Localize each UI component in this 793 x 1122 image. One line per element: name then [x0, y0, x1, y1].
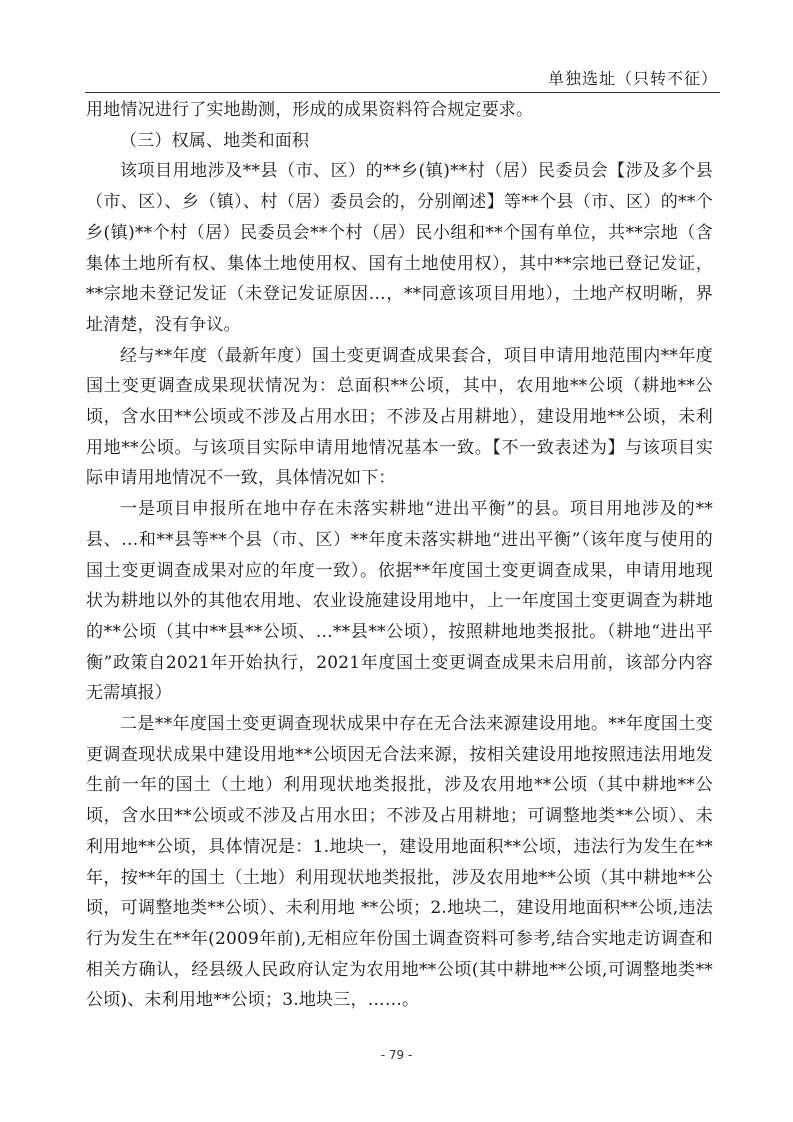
running-header: 单独选址（只转不征）: [547, 69, 718, 88]
paragraph-survey-comparison: 经与**年度（最新年度）国土变更调查成果套合，项目申请用地范围内**年度国土变更调查成果现状情况为：总面积**公顷，其中，农用地**公顷（耕地**公顷，含水田**公顷或不涉及占用水田；不涉及占用耕地），建设用地**公顷，未利用地**公顷。与该项目实际申请用地情况基本一致。【不一致表述为】与该项目实际申请用地情况不一致，具体情况如下：: [86, 345, 713, 489]
paragraph-point-one: 一是项目申报所在地中存在未落实耕地“进出平衡”的县。项目用地涉及的**县、…和**县等**个县（市、区）**年度未落实耕地“进出平衡”（该年度与使用的国土变更调查成果对应的年度一致）。依据**年度国土变更调查成果，申请用地现状为耕地以外的其他农用地、农业设施建设用地中，上一年度国土变更调查为耕地的**公顷（其中**县**公顷、…**县**公顷），按照耕地地类报批。（耕地“进出平衡”政策自2021年开始执行，2021年度国土变更调查成果未启用前，该部分内容无需填报）: [86, 499, 713, 704]
document-body: [86, 95, 713, 1016]
paragraph-point-two: 二是**年度国土变更调查现状成果中存在无合法来源建设用地。**年度国土变更调查现状成果中建设用地**公顷因无合法来源，按相关建设用地按照违法用地发生前一年的国土（土地）利用现状地类报批，涉及农用地**公顷（其中耕地**公顷，含水田**公顷或不涉及占用水田；不涉及占用耕地；可调整地类**公顷）、未利用地**公顷，具体情况是：1.地块一，建设用地面积**公顷，违法行为发生在**年，按**年的国土（土地）利用现状地类报批，涉及农用地**公顷（其中耕地**公顷，可调整地类**公顷）、未利用地 **公顷；2.地块二，建设用地面积**公顷,违法行为发生在**年(2009年前),无相应年份国土调查资料可参考,结合实地走访调查和相关方确认，经县级人民政府认定为农用地**公顷(其中耕地**公顷,可调整地类**公顷)、未利用地**公顷；3.地块三，……。: [86, 714, 713, 1011]
page-number: - 79 -: [380, 1048, 413, 1062]
paragraph-ownership: 该项目用地涉及**县（市、区）的**乡(镇)**村（居）民委员会【涉及多个县（市、区）、乡（镇）、村（居）委员会的，分别阐述】等**个县（市、区）的**个乡(镇)**个村（居）民委员会**个村（居）民小组和**个国有单位，共**宗地（含集体土地所有权、集体土地使用权、国有土地使用权），其中**宗地已登记发证，**宗地未登记发证（未登记发证原因…，**同意该项目用地），土地产权明晰，界址清楚，没有争议。: [86, 161, 713, 335]
header-divider: [85, 92, 720, 93]
paragraph-continuation: 用地情况进行了实地勘测，形成的成果资料符合规定要求。: [86, 100, 534, 120]
section-heading: （三）权属、地类和面积: [120, 130, 310, 151]
